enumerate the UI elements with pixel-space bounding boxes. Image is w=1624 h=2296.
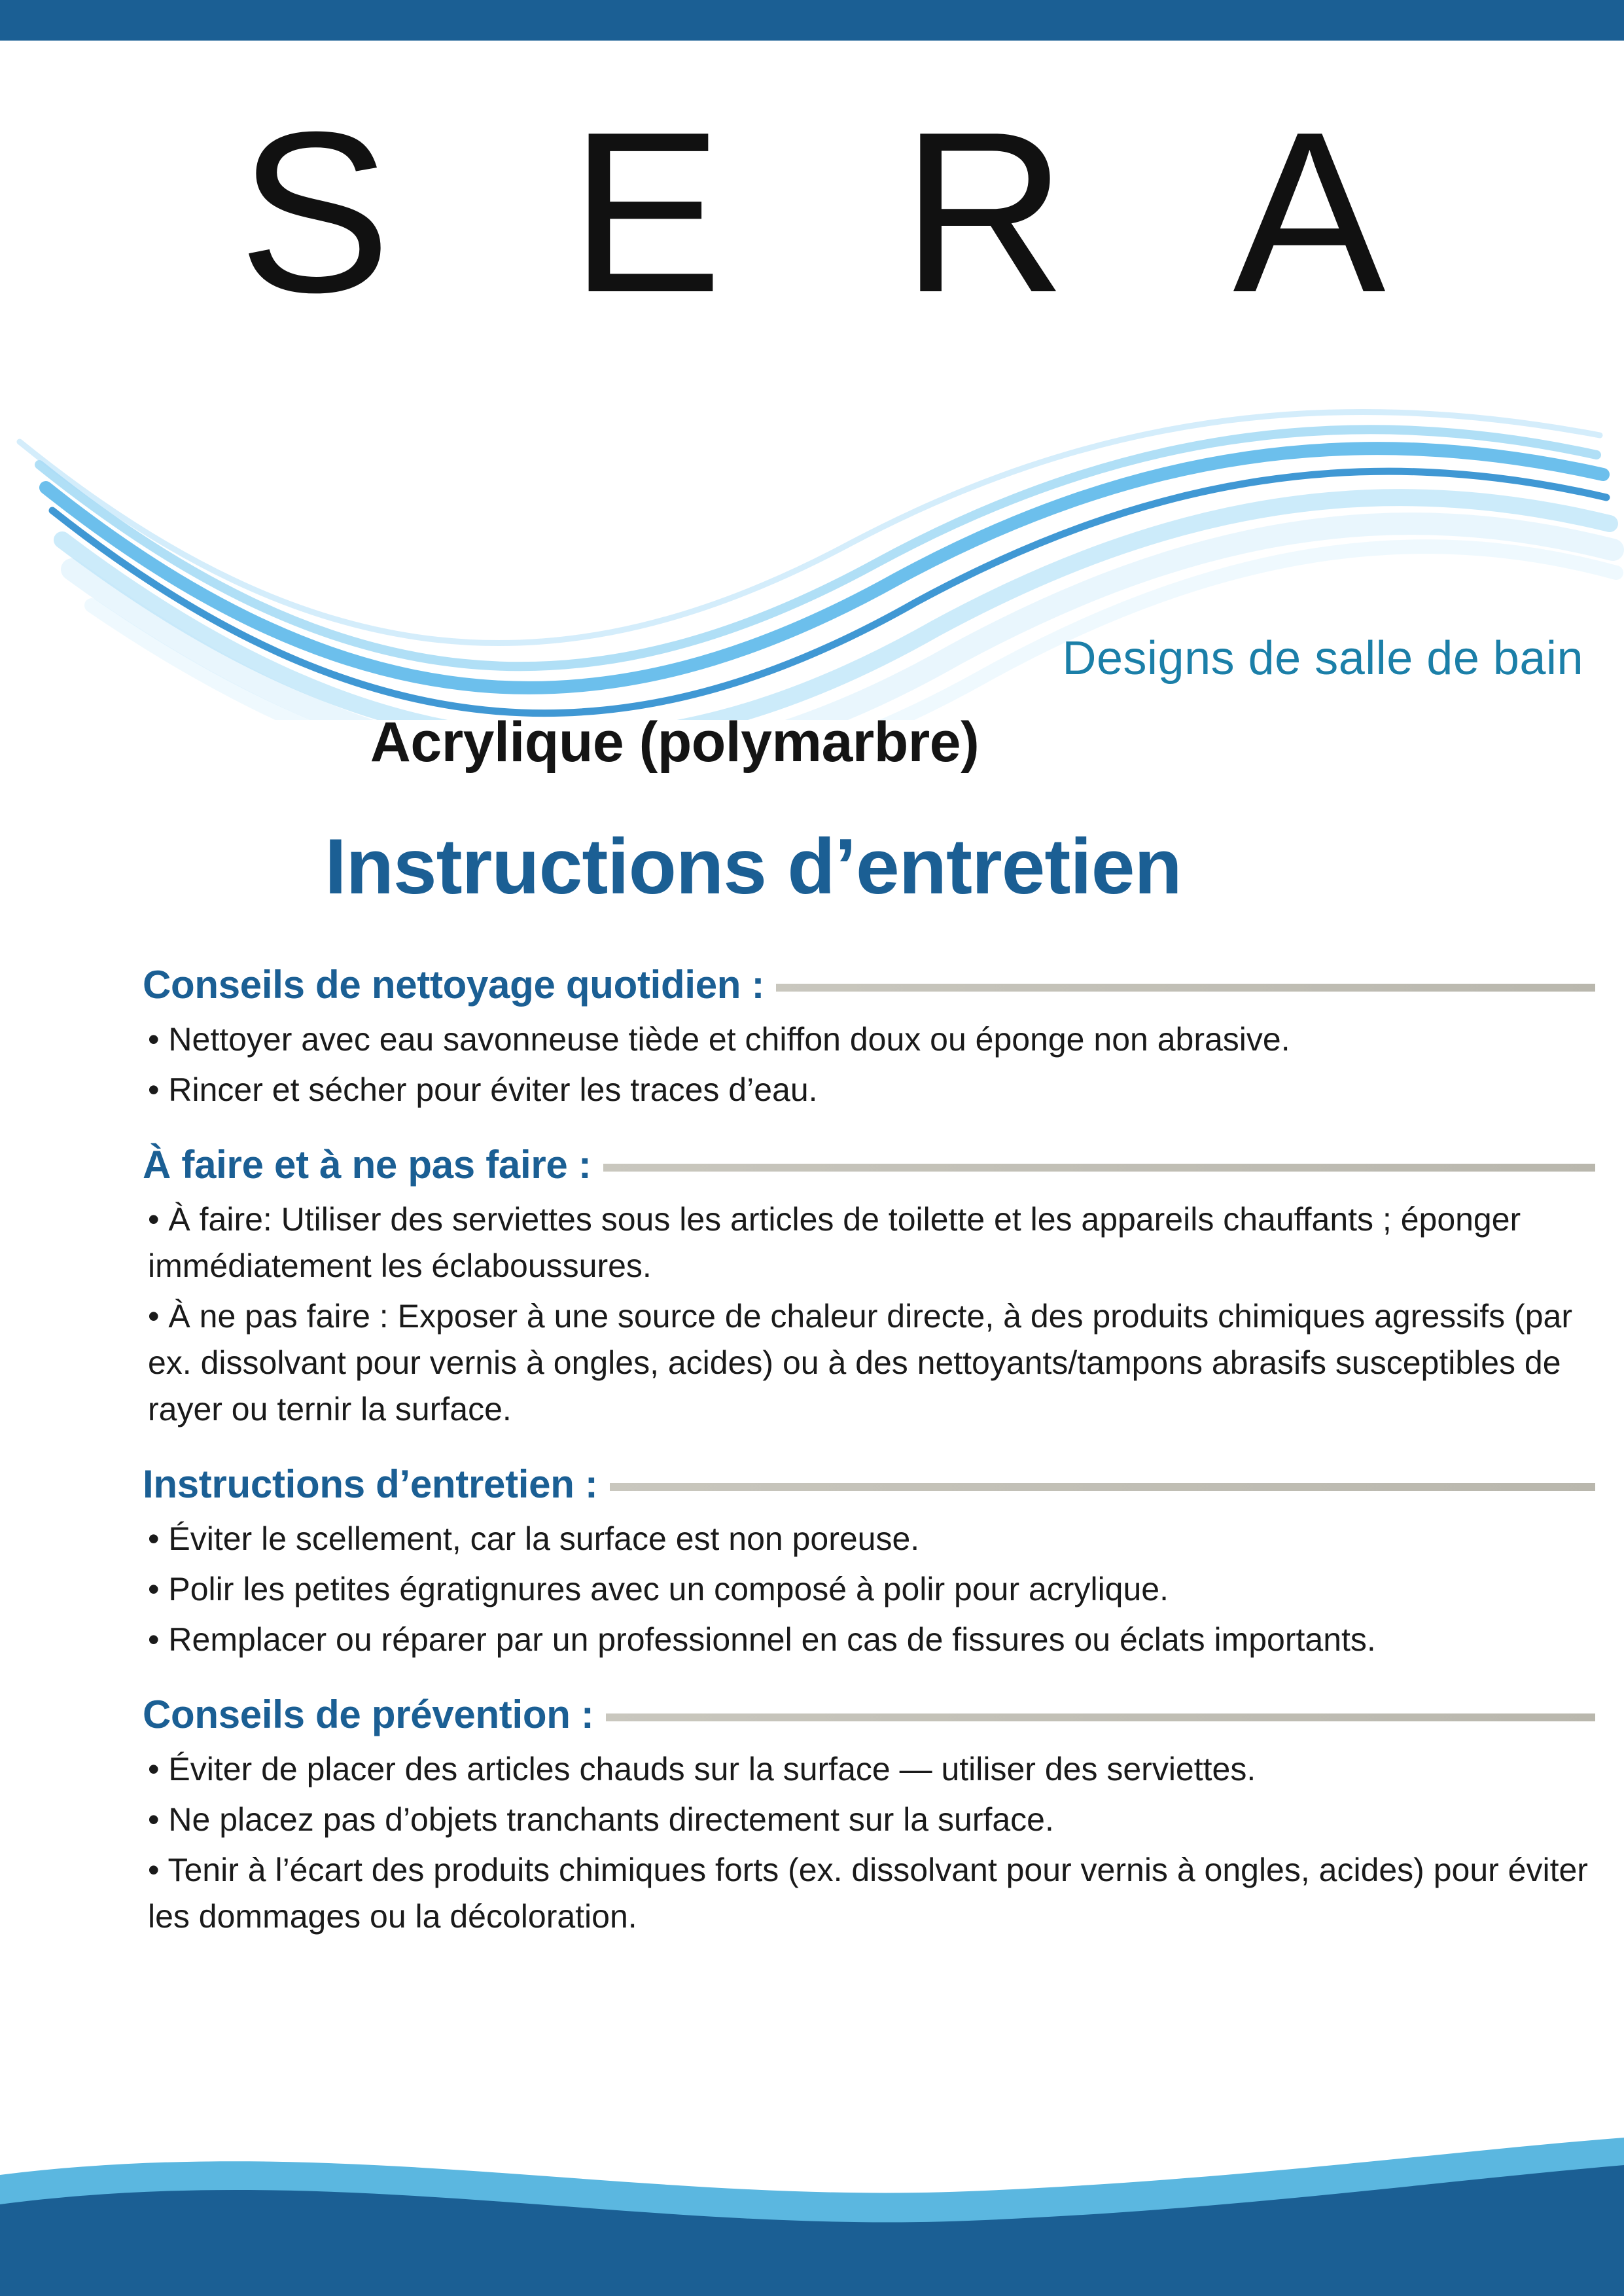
instructions-content xyxy=(143,962,1608,1969)
section-line: • Rincer et sécher pour éviter les traces d’eau. xyxy=(148,1071,818,1108)
section-line: • À faire: Utiliser des serviettes sous les articles de toilette et les appareils chauffants ; éponger immédiatement les éclaboussures. xyxy=(148,1201,1521,1284)
section-line: • Ne placez pas d’objets tranchants directement sur la surface. xyxy=(148,1801,1054,1838)
section-line: • Polir les petites égratignures avec un composé à polir pour acrylique. xyxy=(148,1571,1169,1607)
section-header xyxy=(143,1142,1608,1187)
section-heading: À faire et à ne pas faire : xyxy=(143,1143,591,1187)
section-dos-and-donts xyxy=(143,1142,1608,1433)
footer-wave-graphic xyxy=(0,2113,1624,2296)
page-title: Instructions d’entretien xyxy=(325,823,1182,910)
section-line: • Tenir à l’écart des produits chimiques forts (ex. dissolvant pour vernis à ongles, acides) pour éviter les dommages ou la décoloration. xyxy=(148,1852,1588,1935)
section-heading: Conseils de prévention : xyxy=(143,1693,594,1736)
section-rule xyxy=(610,1483,1595,1491)
section-line: • Remplacer ou réparer par un professionnel en cas de fissures ou éclats importants. xyxy=(148,1621,1376,1658)
section-prevention xyxy=(143,1692,1608,1940)
section-header xyxy=(143,1692,1608,1737)
section-daily-cleaning xyxy=(143,962,1608,1113)
logo-text: S E R A xyxy=(238,84,1443,340)
section-rule xyxy=(603,1164,1595,1172)
section-rule xyxy=(606,1713,1595,1721)
section-line: • Éviter de placer des articles chauds sur la surface — utiliser des serviettes. xyxy=(148,1751,1256,1787)
brand-logo xyxy=(0,84,1624,340)
section-maintenance xyxy=(143,1462,1608,1663)
top-accent-bar xyxy=(0,0,1624,41)
brand-tagline: Designs de salle de bain xyxy=(1062,632,1583,685)
section-line: • Éviter le scellement, car la surface est non poreuse. xyxy=(148,1520,920,1557)
section-header xyxy=(143,962,1608,1007)
section-header xyxy=(143,1462,1608,1507)
section-heading: Conseils de nettoyage quotidien : xyxy=(143,963,765,1007)
section-heading: Instructions d’entretien : xyxy=(143,1462,598,1506)
section-line: • À ne pas faire : Exposer à une source de chaleur directe, à des produits chimiques agressifs (par ex. dissolvant pour vernis à ongles, acides) ou à des nettoyants/tampons abrasifs susceptibles de rayer ou ternir la surface. xyxy=(148,1298,1572,1427)
document-subject: Acrylique (polymarbre) xyxy=(370,711,980,774)
section-line: • Nettoyer avec eau savonneuse tiède et chiffon doux ou éponge non abrasive. xyxy=(148,1021,1290,1058)
section-rule xyxy=(776,984,1595,992)
